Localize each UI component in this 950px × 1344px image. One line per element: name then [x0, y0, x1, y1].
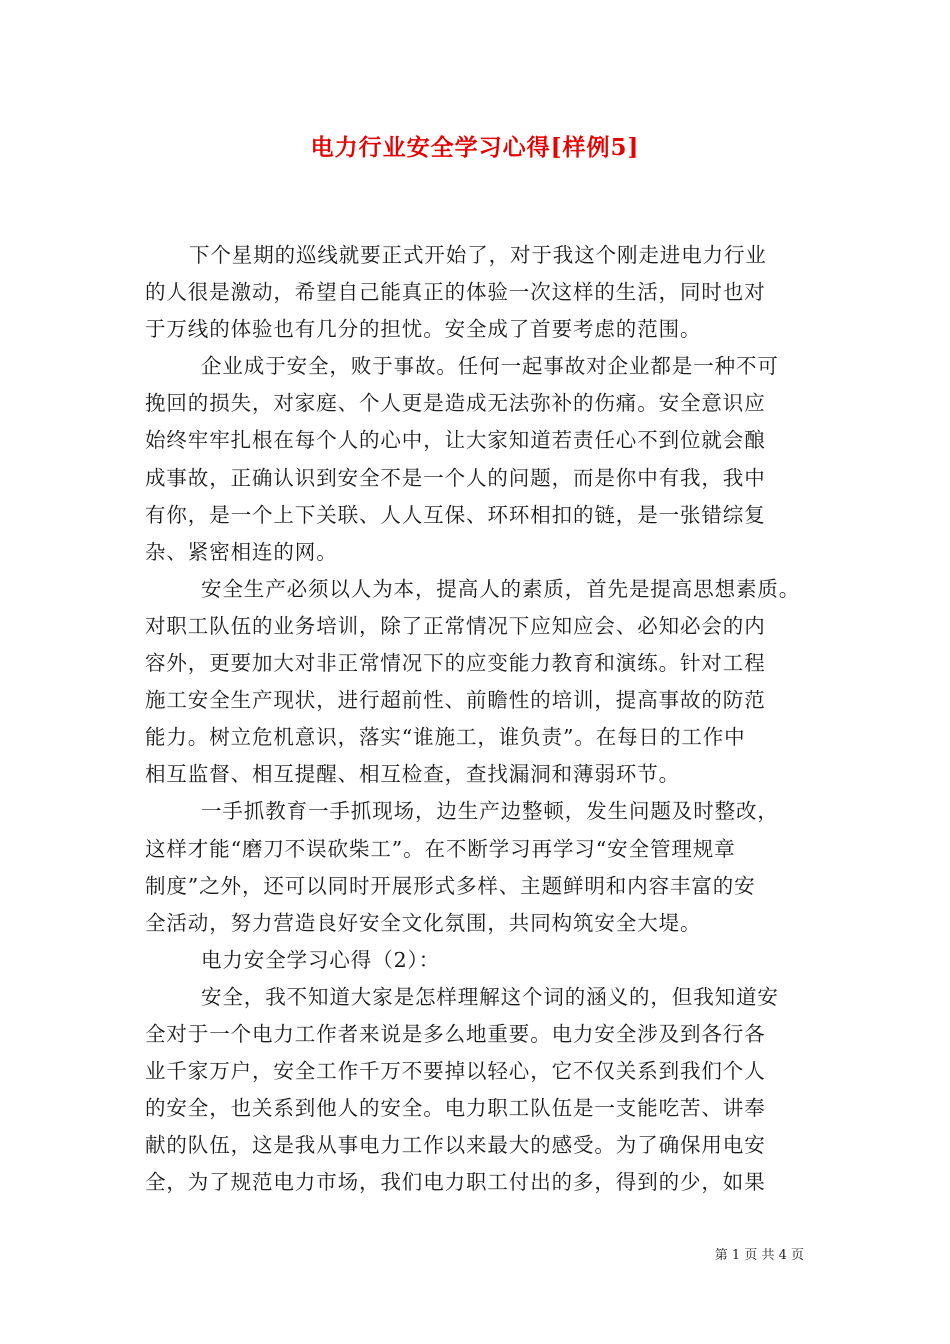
paragraph-line: 的安全，也关系到他人的安全。电力职工队伍是一支能吃苦、讲奉 — [145, 1096, 766, 1121]
paragraph-line: 安全生产必须以人为本，提高人的素质，首先是提高思想素质。 — [201, 576, 801, 601]
paragraph-line: 业千家万户，安全工作千万不要掉以轻心，它不仅关系到我们个人 — [145, 1059, 766, 1084]
document-body — [145, 237, 811, 1201]
paragraph-line: 安全，我不知道大家是怎样理解这个词的涵义的，但我知道安 — [201, 984, 779, 1009]
paragraph-line: 献的队伍，这是我从事电力工作以来最大的感受。为了确保用电安 — [145, 1133, 766, 1158]
paragraph-line: 相互监督、相互提醒、相互检查，查找漏洞和薄弱环节。 — [145, 762, 680, 787]
paragraph-line: 能力。树立危机意识，落实“谁施工，谁负责”。在每日的工作中 — [145, 725, 746, 750]
paragraph-line: 全，为了规范电力市场，我们电力职工付出的多，得到的少，如果 — [145, 1170, 766, 1195]
paragraph-line: 下个星期的巡线就要正式开始了，对于我这个刚走进电力行业 — [189, 243, 767, 267]
page-number: 第 1 页 共 4 页 — [714, 1248, 804, 1263]
paragraph-line: 这样才能“磨刀不误砍柴工”。在不断学习再学习“安全管理规章 — [145, 836, 736, 861]
paragraph-line: 始终牢牢扎根在每个人的心中，让大家知道若责任心不到位就会酿 — [145, 428, 766, 453]
paragraph-line: 全活动，努力营造良好安全文化氛围，共同构筑安全大堤。 — [145, 910, 702, 935]
paragraph-line: 于万线的体验也有几分的担忧。安全成了首要考虑的范围。 — [145, 317, 702, 342]
paragraph-line: 全对于一个电力工作者来说是多么地重要。电力安全涉及到各行各 — [145, 1021, 766, 1046]
document-title: 电力行业安全学习心得[样例5] — [310, 134, 640, 161]
paragraph-line: 有你，是一个上下关联、人人互保、环环相扣的链，是一张错综复 — [145, 502, 766, 527]
section-heading: 电力安全学习心得（2）： — [201, 947, 441, 972]
paragraph-line: 一手抓教育一手抓现场，边生产边整顿，发生问题及时整改， — [201, 799, 779, 824]
paragraph-line: 对职工队伍的业务培训，除了正常情况下应知应会、必知必会的内 — [145, 613, 766, 638]
paragraph-line: 成事故，正确认识到安全不是一个人的问题，而是你中有我，我中 — [145, 465, 766, 490]
paragraph-line: 企业成于安全，败于事故。任何一起事故对企业都是一种不可 — [201, 354, 779, 379]
paragraph-line: 挽回的损失，对家庭、个人更是造成无法弥补的伤痛。安全意识应 — [145, 391, 766, 416]
paragraph-line: 容外，更要加大对非正常情况下的应变能力教育和演练。针对工程 — [145, 651, 766, 676]
paragraph-line: 施工安全生产现状，进行超前性、前瞻性的培训，提高事故的防范 — [145, 688, 766, 713]
paragraph-line: 的人很是激动，希望自己能真正的体验一次这样的生活，同时也对 — [145, 280, 766, 305]
paragraph-line: 制度”之外，还可以同时开展形式多样、主题鲜明和内容丰富的安 — [145, 873, 756, 898]
paragraph-line: 杂、紧密相连的网。 — [145, 539, 338, 564]
